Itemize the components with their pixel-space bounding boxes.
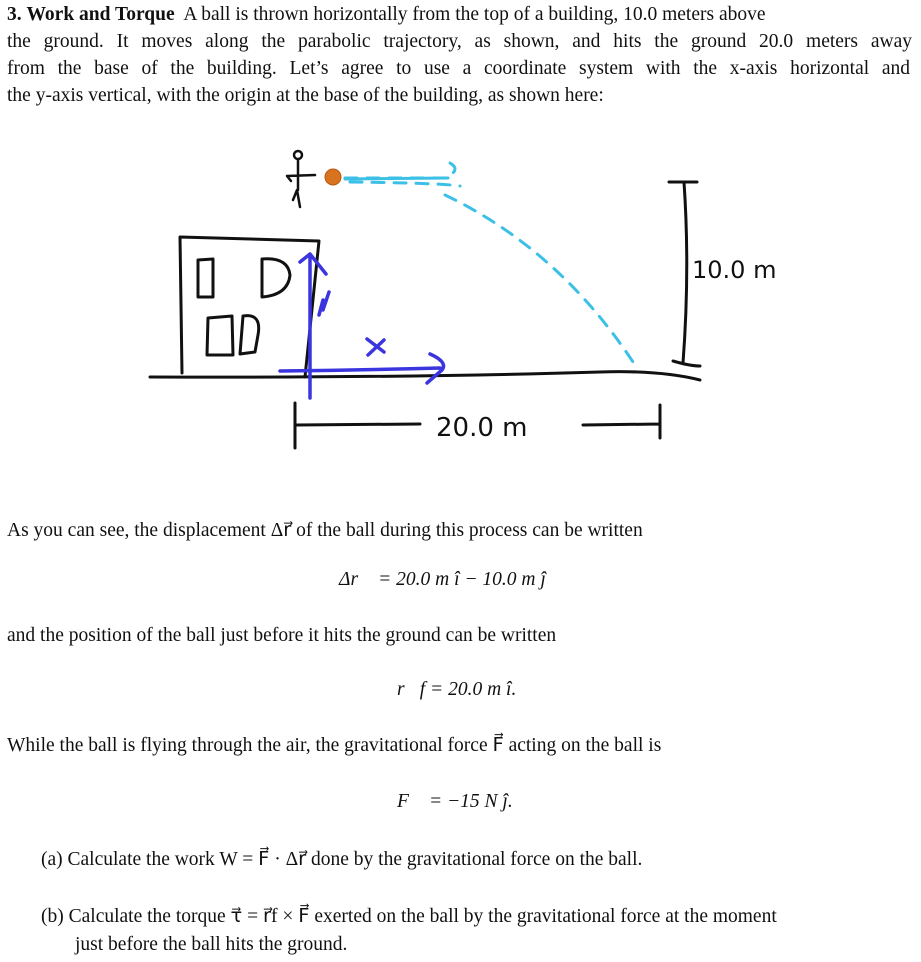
part-a: (a) Calculate the work W = F⃗ · Δr⃗ done by the gravitational force on the ball. bbox=[41, 849, 643, 870]
intro-line-2: the ground. It moves along the parabolic trajectory, as shown, and hits the ground 20.0 meters away bbox=[7, 31, 912, 52]
problem-title: Work and Torque bbox=[26, 4, 175, 25]
force-intro: While the ball is flying through the air, the gravitational force F⃗ acting on the ball is bbox=[7, 735, 662, 756]
problem-number: 3. bbox=[7, 4, 22, 25]
window bbox=[207, 316, 233, 355]
equation-displacement: Δr⃗ = 20.0 m î − 10.0 m ĵ bbox=[339, 569, 546, 590]
position-intro: and the position of the ball just before it hits the ground can be written bbox=[7, 625, 557, 646]
part-b-line-2: just before the ball hits the ground. bbox=[75, 934, 348, 955]
intro-line-3: from the base of the building. Let’s agree to use a coordinate system with the x-axis horizontal and bbox=[7, 58, 910, 79]
x-axis-label bbox=[366, 337, 379, 362]
equation-position: r⃗f = 20.0 m î. bbox=[397, 679, 517, 700]
distance-label: 20.0 m bbox=[436, 413, 528, 443]
window bbox=[240, 316, 259, 354]
height-label: 10.0 m bbox=[692, 256, 777, 284]
equation-force: F⃗ = −15 N ĵ. bbox=[397, 791, 513, 812]
window bbox=[262, 259, 290, 297]
intro-text-1: A ball is thrown horizontally from the top of a building, 10.0 meters above bbox=[183, 4, 766, 25]
part-b-line-1: (b) Calculate the torque τ⃗ = r⃗f × F⃗ exerted on the ball by the gravitational force at the moment bbox=[41, 906, 777, 927]
trajectory-diagram bbox=[0, 0, 921, 480]
building bbox=[180, 237, 319, 377]
window bbox=[198, 259, 213, 297]
intro-line-4: the y-axis vertical, with the origin at the base of the building, as shown here: bbox=[7, 85, 604, 106]
y-axis-label bbox=[316, 296, 328, 320]
ground-line bbox=[150, 372, 700, 380]
displacement-intro: As you can see, the displacement Δr⃗ of the ball during this process can be written bbox=[7, 520, 643, 541]
trajectory-path bbox=[345, 163, 635, 365]
person-icon bbox=[287, 151, 315, 207]
ball bbox=[325, 169, 341, 185]
